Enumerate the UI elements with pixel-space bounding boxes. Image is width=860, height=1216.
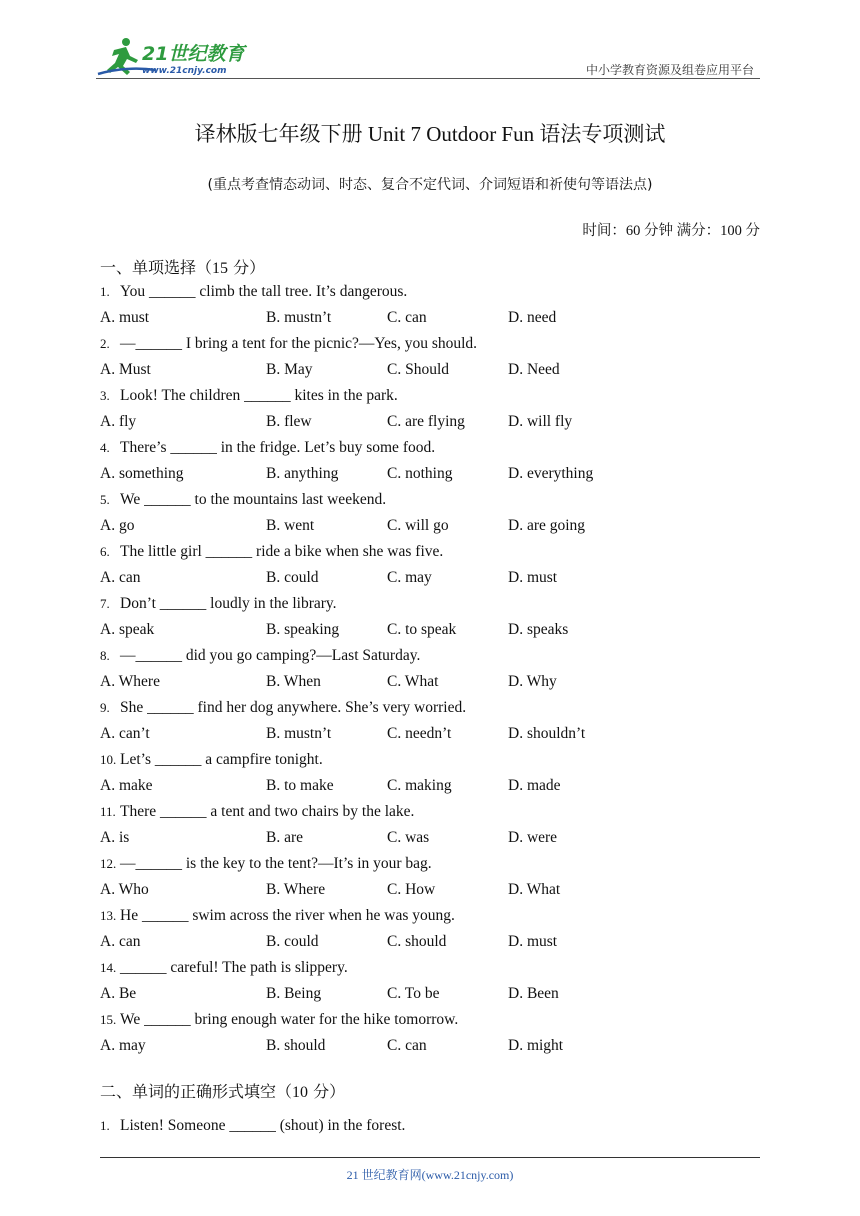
question-text: —______ did you go camping?—Last Saturday. — [120, 647, 421, 664]
option-d: D. Been — [508, 985, 559, 1002]
question-item — [100, 695, 466, 721]
question-text: Look! The children ______ kites in the park. — [120, 387, 398, 404]
question-number: 14. — [100, 960, 117, 975]
option-c: C. to speak — [387, 621, 457, 638]
option-row — [100, 721, 760, 747]
option-d: D. Why — [508, 673, 557, 690]
option-a: A. may — [100, 1037, 146, 1054]
question-item — [100, 539, 443, 565]
option-row — [100, 929, 760, 955]
option-c: C. should — [387, 933, 447, 950]
option-row — [100, 877, 760, 903]
option-b: B. are — [266, 829, 304, 846]
question-item: 1. Listen! Someone ______ (shout) in the forest. — [100, 1117, 406, 1134]
question-item — [100, 279, 407, 305]
question-number: 4. — [100, 440, 110, 455]
section-heading-2: 二、单词的正确形式填空（10 分） — [100, 1082, 346, 1101]
question-number: 6. — [100, 544, 110, 559]
question-number: 1. — [100, 284, 110, 299]
option-a: A. something — [100, 465, 184, 482]
question-text: ______ careful! The path is slippery. — [120, 959, 348, 976]
question-item — [100, 747, 323, 773]
option-b: B. went — [266, 517, 315, 534]
page-title: 译林版七年级下册 Unit 7 Outdoor Fun 语法专项测试 — [194, 122, 666, 146]
option-a: A. make — [100, 777, 153, 794]
option-c: C. nothing — [387, 465, 453, 482]
question-number: 9. — [100, 700, 110, 715]
option-d: D. are going — [508, 517, 586, 534]
option-d: D. were — [508, 829, 558, 846]
option-b: B. anything — [266, 465, 339, 482]
option-b: B. mustn’t — [266, 309, 332, 326]
option-b: B. speaking — [266, 621, 340, 638]
option-a: A. can — [100, 933, 141, 950]
header-platform-text: 中小学教育资源及组卷应用平台 — [585, 63, 754, 77]
question-number: 7. — [100, 596, 110, 611]
question-number: 15. — [100, 1012, 117, 1027]
option-c: C. How — [387, 881, 436, 898]
option-b: B. could — [266, 933, 319, 950]
section-heading-1: 一、单项选择（15 分） — [100, 258, 266, 277]
option-d: D. speaks — [508, 621, 569, 638]
question-text: There’s ______ in the fridge. Let’s buy some food. — [120, 439, 436, 456]
option-a: A. is — [100, 829, 130, 846]
question-number: 11. — [100, 804, 116, 819]
logo — [96, 36, 266, 78]
option-d: D. might — [508, 1037, 564, 1054]
question-number: 2. — [100, 336, 110, 351]
option-d: D. made — [508, 777, 561, 794]
option-d: D. everything — [508, 465, 594, 482]
option-c: C. are flying — [387, 413, 465, 430]
question-item — [100, 903, 455, 929]
logo-text: 21世纪教育 — [142, 43, 245, 65]
option-c: C. making — [387, 777, 452, 794]
question-item — [100, 799, 414, 825]
page-subtitle: (重点考查情态动词、时态、复合不定代词、介词短语和祈使句等语法点) — [207, 177, 653, 193]
option-a: A. Be — [100, 985, 137, 1002]
question-item — [100, 1007, 458, 1033]
option-c: C. can — [387, 309, 427, 326]
option-row — [100, 461, 760, 487]
option-row — [100, 305, 760, 331]
question-item — [100, 331, 477, 357]
question-number: 12. — [100, 856, 117, 871]
question-item — [100, 591, 337, 617]
option-d: D. Need — [508, 361, 560, 378]
option-row — [100, 981, 760, 1007]
option-row — [100, 825, 760, 851]
option-a: A. Must — [100, 361, 151, 378]
option-c: C. What — [387, 673, 439, 690]
option-b: B. When — [266, 673, 321, 690]
option-b: B. should — [266, 1037, 326, 1054]
question-number: 5. — [100, 492, 110, 507]
option-row — [100, 773, 760, 799]
question-item — [100, 487, 386, 513]
option-a: A. can — [100, 569, 141, 586]
question-number: 13. — [100, 908, 117, 923]
option-b: B. to make — [266, 777, 334, 794]
option-a: A. fly — [100, 413, 137, 430]
option-a: A. can’t — [100, 725, 150, 742]
option-d: D. What — [508, 881, 561, 898]
footer-divider — [100, 1157, 760, 1158]
option-row — [100, 357, 760, 383]
question-text: She ______ find her dog anywhere. She’s very worried. — [120, 699, 467, 716]
option-d: D. must — [508, 933, 558, 950]
option-b: B. Where — [266, 881, 326, 898]
option-a: A. Where — [100, 673, 160, 690]
option-c: C. can — [387, 1037, 427, 1054]
option-c: C. will go — [387, 517, 449, 534]
option-a: A. go — [100, 517, 135, 534]
question-item — [100, 851, 432, 877]
option-c: C. may — [387, 569, 432, 586]
option-b: B. Being — [266, 985, 322, 1002]
option-row — [100, 513, 760, 539]
option-c: C. needn’t — [387, 725, 452, 742]
question-number: 10. — [100, 752, 117, 767]
question-text: We ______ to the mountains last weekend. — [120, 491, 387, 508]
question-item — [100, 955, 348, 981]
question-number: 3. — [100, 388, 110, 403]
option-c: C. was — [387, 829, 430, 846]
option-a: A. must — [100, 309, 150, 326]
page-header — [0, 0, 860, 90]
option-b: B. could — [266, 569, 319, 586]
question-item — [100, 383, 398, 409]
question-text: The little girl ______ ride a bike when she was five. — [120, 543, 444, 560]
option-c: C. To be — [387, 985, 440, 1002]
question-text: There ______ a tent and two chairs by the lake. — [120, 803, 415, 820]
option-d: D. shouldn’t — [508, 725, 586, 742]
question-text: Don’t ______ loudly in the library. — [120, 595, 337, 612]
question-text: Let’s ______ a campfire tonight. — [120, 751, 323, 768]
question-item — [100, 435, 435, 461]
logo-url: www.21cnjy.com — [142, 66, 227, 76]
question-text: —______ I bring a tent for the picnic?—Yes, you should. — [120, 335, 478, 352]
option-row — [100, 565, 760, 591]
question-text: You ______ climb the tall tree. It’s dangerous. — [120, 283, 408, 300]
option-b: B. May — [266, 361, 313, 378]
question-text: He ______ swim across the river when he was young. — [120, 907, 455, 924]
question-text: We ______ bring enough water for the hike tomorrow. — [120, 1011, 459, 1028]
option-b: B. mustn’t — [266, 725, 332, 742]
question-item — [100, 643, 420, 669]
footer-text: 21 世纪教育网(www.21cnjy.com) — [346, 1168, 514, 1182]
option-a: A. Who — [100, 881, 149, 898]
question-text: —______ is the key to the tent?—It’s in your bag. — [120, 855, 432, 872]
option-c: C. Should — [387, 361, 450, 378]
time-score-info: 时间：60 分钟 满分：100 分 — [582, 223, 760, 239]
option-d: D. will fly — [508, 413, 573, 430]
option-a: A. speak — [100, 621, 155, 638]
option-row — [100, 409, 760, 435]
question-number: 8. — [100, 648, 110, 663]
option-row — [100, 617, 760, 643]
header-divider — [96, 78, 760, 79]
option-d: D. need — [508, 309, 557, 326]
option-b: B. flew — [266, 413, 312, 430]
option-row — [100, 669, 760, 695]
option-d: D. must — [508, 569, 558, 586]
option-row — [100, 1033, 760, 1059]
